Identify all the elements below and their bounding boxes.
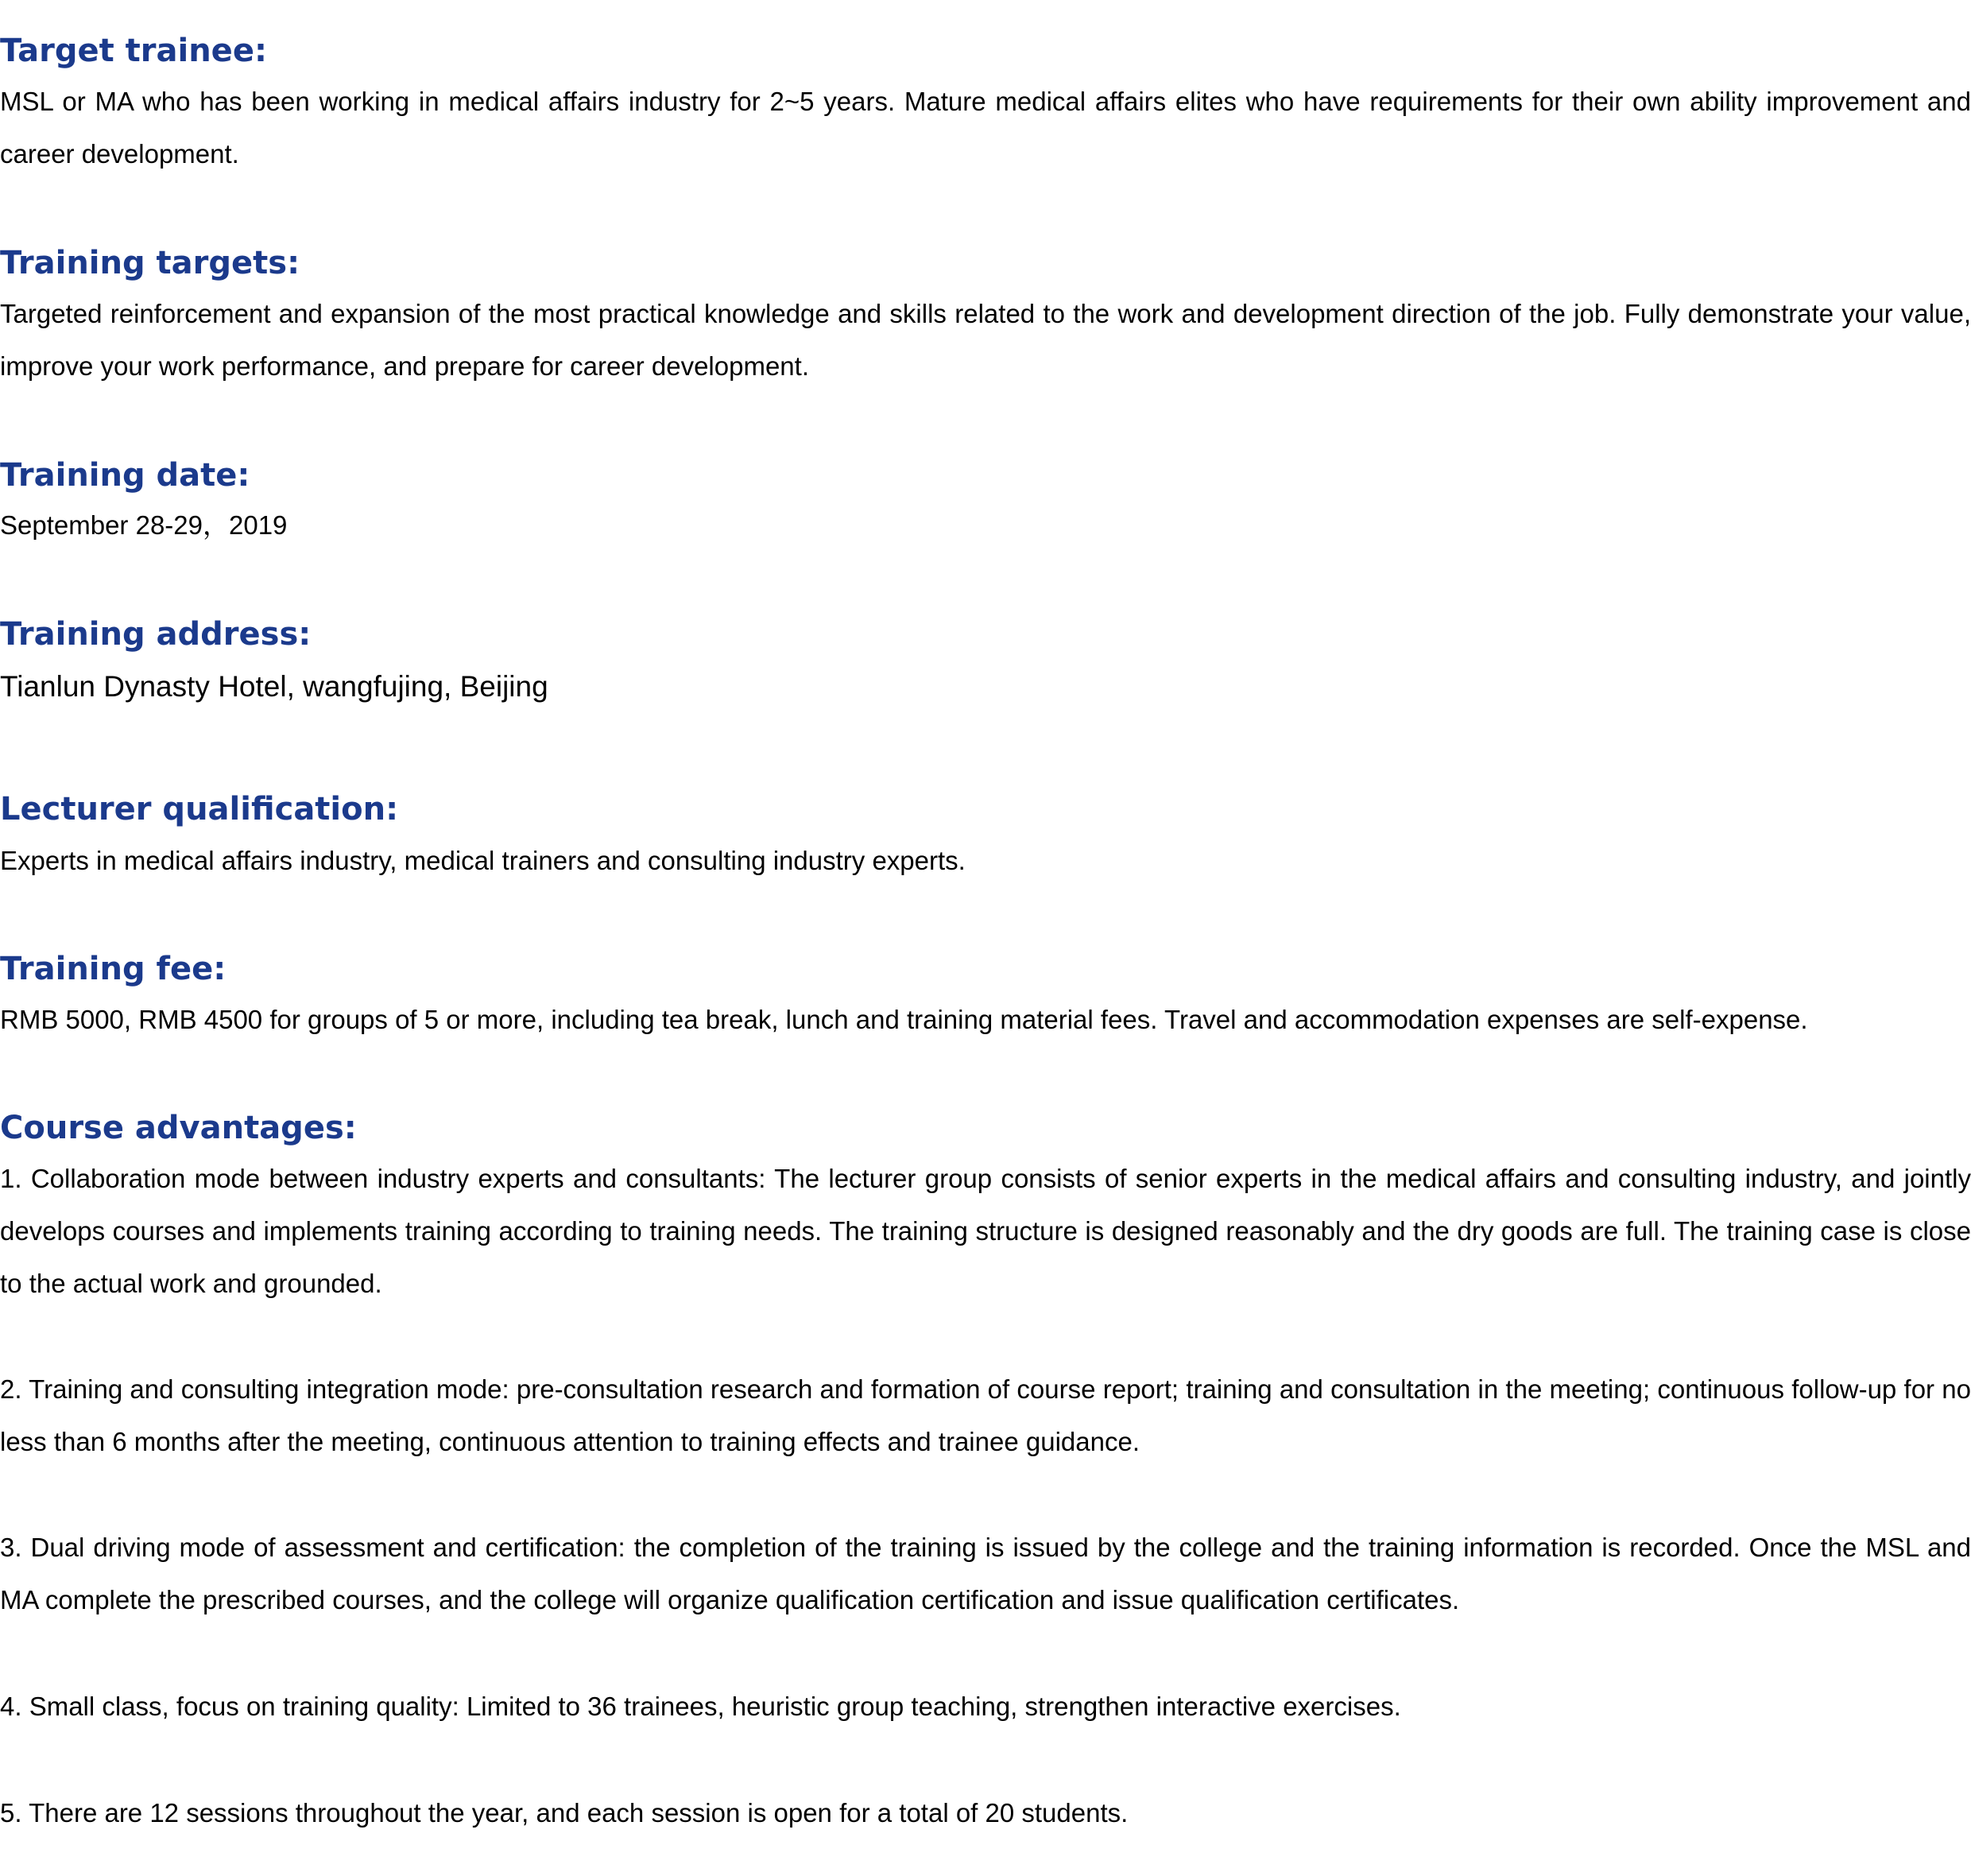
training-address-text: Tianlun Dynasty Hotel, wangfujing, Beijing [0,670,548,703]
target-trainee-heading: Target trainee: [0,33,267,69]
training-fee-heading: Training fee: [0,951,227,987]
training-fee-text: RMB 5000, RMB 4500 for groups of 5 or more, including tea break, lunch and training material fees. Travel and accommodation expenses are self-expense. [0,1005,1808,1034]
training-date-heading: Training date: [0,457,250,494]
training-targets-text: Targeted reinforcement and expansion of the most practical knowledge and skills related to the work and development direction of the job. Fully demonstrate your value, improve your work performance, and prepare for career development. [0,299,1971,381]
training-targets-heading: Training targets: [0,245,300,281]
lecturer-qualification-text: Experts in medical affairs industry, medical trainers and consulting industry experts. [0,846,966,875]
course-advantage-item: 4. Small class, focus on training quality: Limited to 36 trainees, heuristic group teaching, strengthen interactive exercises. [0,1692,1401,1721]
lecturer-qualification-heading: Lecturer qualification: [0,791,399,828]
course-advantages-heading: Course advantages: [0,1110,357,1146]
course-advantage-item: 5. There are 12 sessions throughout the year, and each session is open for a total of 20 students. [0,1798,1129,1828]
target-trainee-text: MSL or MA who has been working in medical affairs industry for 2~5 years. Mature medical affairs elites who have requirements for their own ability improvement and career development. [0,87,1971,169]
course-advantage-item: 2. Training and consulting integration mode: pre-consultation research and formation of course report; training and consultation in the meeting; continuous follow-up for no less than 6 months after the meeting, continuous attention to training effects and trainee guidance. [0,1374,1971,1456]
course-advantage-item: 3. Dual driving mode of assessment and certification: the completion of the training is issued by the college and the training information is recorded. Once the MSL and MA complete the prescribed courses, and the college will organize qualification certification and issue qualification certificates. [0,1533,1971,1614]
training-date-text: September 28-29，2019 [0,510,288,540]
training-address-heading: Training address: [0,616,312,653]
course-advantage-item: 1. Collaboration mode between industry experts and consultants: The lecturer group consists of senior experts in the medical affairs and consulting industry, and jointly develops courses and implements training according to training needs. The training structure is designed reasonably and the dry goods are full. The training case is close to the actual work and grounded. [0,1164,1971,1298]
